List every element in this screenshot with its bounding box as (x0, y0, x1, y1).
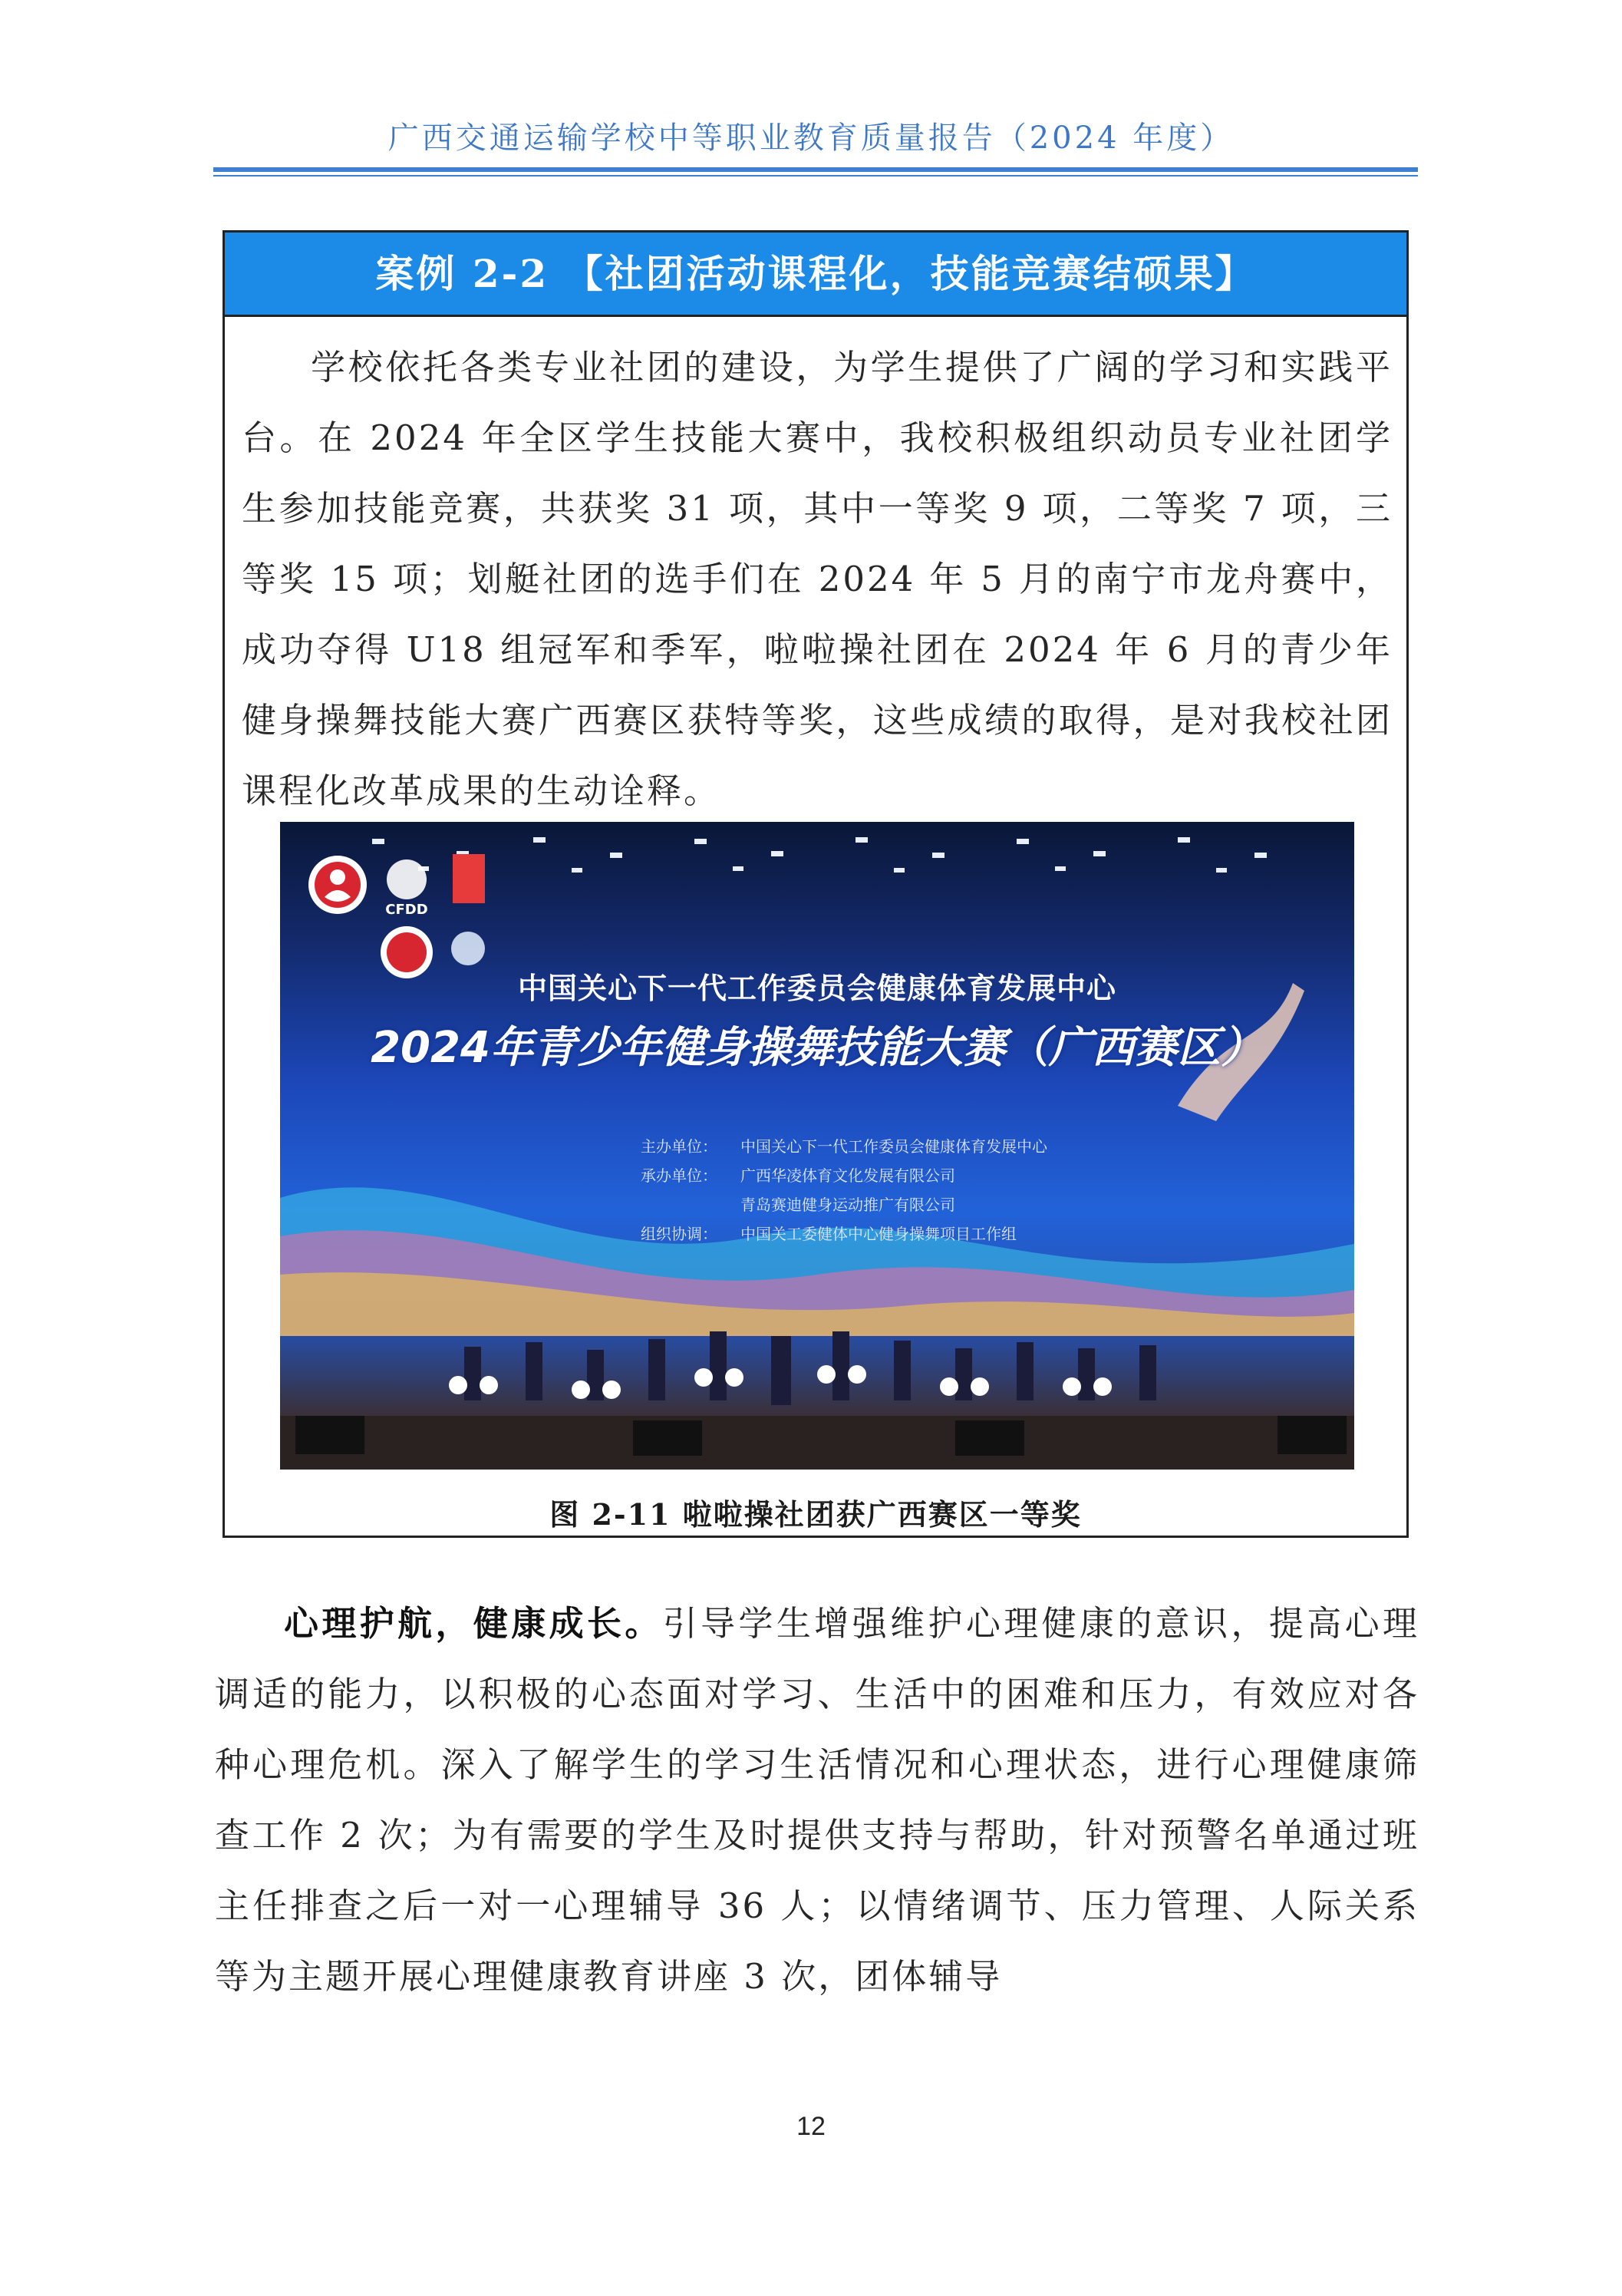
page-number: 12 (796, 2112, 826, 2141)
case-study-box (223, 230, 1409, 1538)
figure-caption: 图 2-11 啦啦操社团获广西赛区一等奖 (549, 1497, 1082, 1532)
screen-event-title: 2024年青少年健身操舞技能大赛（广西赛区） (371, 1023, 1264, 1073)
logo-text: CFDD (385, 902, 428, 918)
header-rule-thin (213, 175, 1418, 176)
body-text: 引导学生增强维护心理健康的意识，提高心理调适的能力，以积极的心态面对学习、生活中的困难和压力，有效应对各种心理危机。深入了解学生的学习生活情况和心理状态，进行心理健康筛查工作 2 次；为有需要的学生及时提供支持与帮助，针对预警名单通过班主任排查之后一对一心理辅导 36 人；以情绪调节、压力管理、人际关系等为主题开展心理健康教育讲座 3 次，团体辅导 (215, 1603, 1419, 1997)
credit-row: 主办单位： 中国关心下一代工作委员会健康体育发展中心 (641, 1137, 1047, 1156)
credit-row: 组织协调： 中国关工委健体中心健身操舞项目工作组 (641, 1225, 1017, 1243)
body-lead: 心理护航，健康成长。 (284, 1603, 663, 1644)
report-header-title: 广西交通运输学校中等职业教育质量报告（2024 年度） (387, 120, 1235, 156)
header-rule (213, 167, 1418, 172)
credit-row: 青岛赛迪健身运动推广有限公司 (740, 1196, 955, 1214)
body-paragraph (215, 1588, 1419, 2012)
screen-organizer-title: 中国关心下一代工作委员会健康体育发展中心 (517, 972, 1116, 1005)
competition-photo (280, 822, 1354, 1470)
case-paragraph: 学校依托各类专业社团的建设，为学生提供了广阔的学习和实践平台。在 2024 年全区学生技能大赛中，我校积极组织动员专业社团学生参加技能竞赛，共获奖 31 项，其中一等奖 9 项，二等奖 7 项，三等奖 15 项；划艇社团的选手们在 2024 年 5 月的南宁市龙舟赛中，成功夺得 U18 组冠军和季军，啦啦操社团在 2024 年 6 月的青少年健身操舞技能大赛广西赛区获特等奖，这些成绩的取得，是对我校社团课程化改革成果的生动诠释。 (242, 347, 1393, 811)
case-title: 案例 2-2 【社团活动课程化，技能竞赛结硕果】 (225, 233, 1406, 317)
screen-credits (641, 1132, 1047, 1249)
credit-row: 承办单位： 广西华凌体育文化发展有限公司 (641, 1166, 955, 1185)
stage-performers (280, 1331, 1354, 1470)
